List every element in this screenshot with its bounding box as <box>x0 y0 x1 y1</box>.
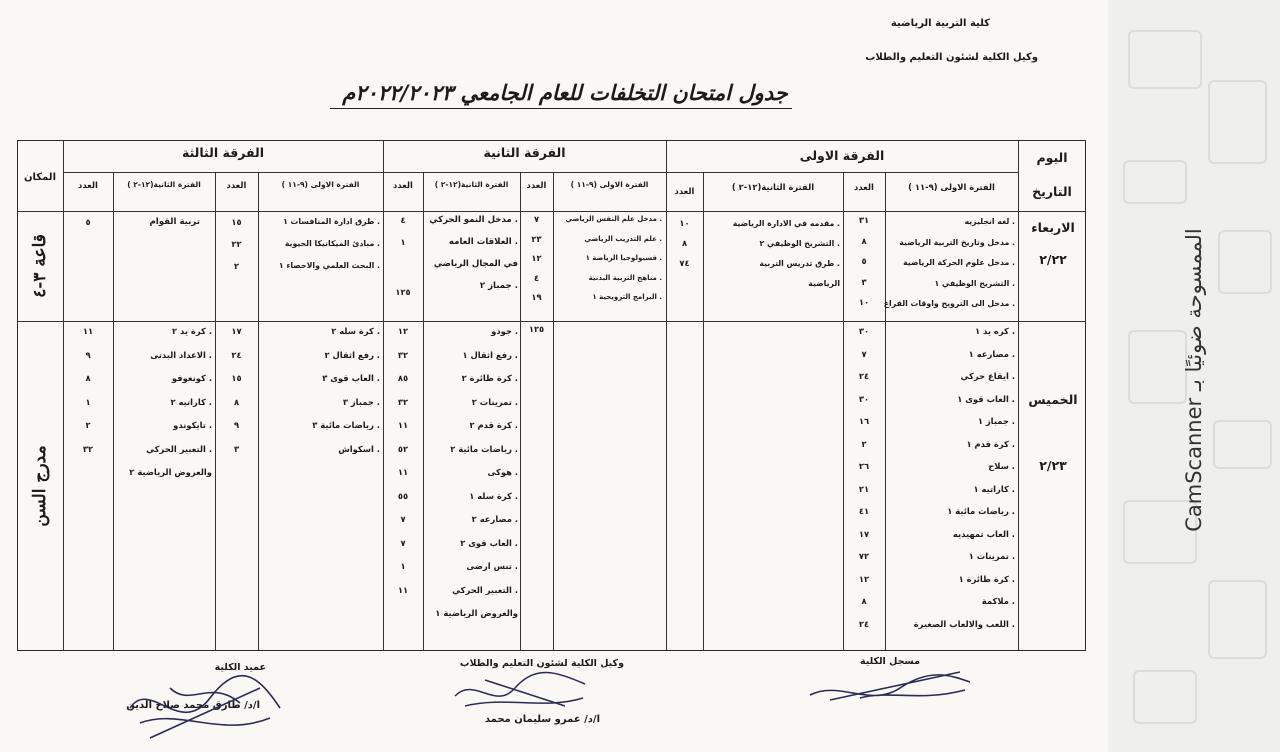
day1-y1-period2-subject: الرياضية <box>808 279 840 288</box>
day1-y2-period2-subject: . جمباز ٢ <box>479 281 518 291</box>
day2-y1-period1-count: ٨ <box>861 596 867 606</box>
day2-y3-period1-subject: . رفع اثقال ٢ <box>324 349 380 360</box>
day1-y1-period1-count: ٥ <box>861 256 867 266</box>
col-line <box>703 172 704 651</box>
day2-y1-period1-count: ١٧ <box>858 528 870 539</box>
col-line <box>553 172 554 651</box>
day2-y1-period1-subject: . سلاح <box>988 461 1015 471</box>
day1-date: ٢/٢٢ <box>1039 252 1067 267</box>
day2-y2-period2-subject: . رياضات مائية ٢ <box>450 443 518 454</box>
day2-y1-period1-subject: . كره يد ١ <box>974 326 1015 336</box>
day2-y3-period2-count: ٨ <box>85 373 91 383</box>
day2-y1-period1-subject: . كرة قدم ١ <box>966 438 1015 449</box>
col-line <box>113 172 114 651</box>
day1-y1-period2-count: ١٠ <box>679 218 690 228</box>
camscanner-watermark: الممسوحة ضوئيًا بـ CamScanner <box>1182 228 1206 532</box>
day2-y1-period1-subject: . العاب تمهيديه <box>952 528 1015 539</box>
day2-y2-period2-count: ٨٥ <box>397 373 409 383</box>
day2-y2-period2-subject: والعروض الرياضية ١ <box>435 608 518 618</box>
header-date: التاريخ <box>1032 184 1072 199</box>
day2-y1-period1-subject: . العاب قوى ١ <box>957 393 1015 404</box>
day1-y2-period1-count: ٤ <box>533 272 540 283</box>
day1-y2-period1-subject: . فسيولوجيا الرياضة ١ <box>585 254 662 262</box>
header-year1: الفرقة الاولى <box>799 148 885 163</box>
header-y1-count2: العدد <box>674 186 695 196</box>
day1-y2-period1-count: ٢٣ <box>531 233 542 244</box>
day1-y2-period2-count: ٤ <box>400 215 406 225</box>
day2-y1-period1-count: ١٢ <box>858 573 870 584</box>
day1-y2-period2-count: ١٢٥ <box>395 287 411 297</box>
day2-y2-period2-count: ١١ <box>397 584 409 595</box>
day2-y2-period2-subject: . العاب قوى ٢ <box>460 537 518 548</box>
day2-y2-period2-count: ١١ <box>397 467 409 477</box>
day1-y1-period2-subject: . طرق تدريس التربية <box>759 259 840 268</box>
header-y2-count2: العدد <box>393 180 413 190</box>
dean-title: عميد الكلية <box>214 662 266 673</box>
header-year2: الفرقة الثانية <box>483 145 566 160</box>
day1-y2-period1-subject: . علم التدريب الرياضي <box>584 234 662 243</box>
day1-y3-period1-subject: . طرق ادارة المنافسات ١ <box>283 217 380 226</box>
day1-y2-period2-subject: . العلاقات العامه <box>448 237 518 247</box>
day1-y3-period1-count: ١٥ <box>231 217 242 227</box>
day1-y2-period1-subject: . البرامج الترويحية ١ <box>592 293 662 301</box>
day2-y3-period2-count: ٣٢ <box>82 443 94 454</box>
day2-y3-period1-count: ٨ <box>233 396 240 407</box>
day2-y2-period2-subject: . تنس ارضى <box>466 561 518 571</box>
day2-y3-period1-count: ٩ <box>233 420 240 430</box>
day2-y2-period1-count: ١٢٥ <box>528 324 545 334</box>
vice-dean-signature-icon <box>445 666 595 716</box>
registrar-title: مسجل الكلية <box>859 656 920 667</box>
day2-y1-period1-count: ٣٠ <box>858 326 870 336</box>
day2-y3-period1-subject: . العاب قوى ٣ <box>322 373 380 383</box>
day2-y1-period1-subject: . جمباز ١ <box>977 416 1015 426</box>
col-line <box>1018 140 1019 651</box>
day1-y1-period1-subject: . مدخل علوم الحركة الرياضية <box>903 258 1015 267</box>
day2-place: مدرج السن <box>30 445 50 527</box>
day2-y3-period1-subject: . كرة سله ٢ <box>331 326 380 336</box>
day2-y3-period2-subject: . كونغوفو <box>171 373 212 383</box>
col-line <box>885 172 886 651</box>
day2-y2-period2-count: ٥٢ <box>397 443 409 454</box>
day1-day: الاربعاء <box>1031 220 1075 235</box>
day2-y1-period1-subject: . اللعب والالعاب الصغيرة <box>913 618 1015 629</box>
row-line <box>63 172 1018 173</box>
day2-y1-period1-count: ٢٤ <box>858 618 870 629</box>
vice-dean-name: ا/د/ عمرو سليمان محمد <box>484 714 600 725</box>
day2-date: ٢/٢٣ <box>1039 458 1067 473</box>
day1-y1-period2-subject: . التشريح الوظيفي ٢ <box>759 239 840 248</box>
day2-y2-period2-subject: . مصارعه ٢ <box>471 514 518 524</box>
day2-y1-period1-count: ١٦ <box>858 416 870 426</box>
header-y1-period2: الفترة الثانية(١٢-٢ ) <box>731 182 815 192</box>
day2-y2-period2-count: ٣٢ <box>397 349 409 360</box>
day2-y1-period1-subject: . كاراتيه ١ <box>973 483 1015 494</box>
day1-y1-period1-count: ٣ <box>861 276 867 287</box>
day2-y1-period1-count: ٢٦ <box>858 461 870 471</box>
day2-y2-period2-subject: . كرة قدم ٢ <box>469 420 518 430</box>
header-y3-count2: العدد <box>78 180 98 190</box>
day1-y2-period1-count: ١٢ <box>531 253 542 263</box>
day2-y3-period2-count: ٩ <box>85 349 91 360</box>
day2-y3-period1-count: ١٧ <box>231 326 242 336</box>
day2-y2-period2-subject: . التعبير الحركي <box>452 584 518 595</box>
day2-y2-period2-subject: . تمرينات ٢ <box>471 396 518 407</box>
day2-y3-period2-subject: . كاراتيه ٢ <box>170 396 212 407</box>
vice-dean-title: وكيل الكلية لشئون التعليم والطلاب <box>459 658 624 669</box>
day1-y3-period1-subject: . البحث العلمي والاحصاء ١ <box>278 261 380 270</box>
day1-y3-period2-count: ٥ <box>85 217 91 227</box>
day1-y3-period1-count: ٢٢ <box>231 239 242 249</box>
day2-y3-period2-count: ٢ <box>85 420 91 430</box>
day2-y2-period2-count: ١٢ <box>397 326 409 336</box>
day2-y3-period2-subject: . التعبير الحركي <box>146 443 212 454</box>
day1-y2-period1-subject: . مناهج التربية البدنية <box>588 273 662 282</box>
day2-y1-period1-subject: . ايقاع حركي <box>960 371 1015 381</box>
day1-y1-period2-count: ٨ <box>681 238 688 248</box>
day2-y1-period1-count: ٢٤ <box>858 371 870 381</box>
day2-y3-period1-subject: . رياضات مائية ٣ <box>312 420 380 430</box>
day1-y3-period1-subject: . مبادئ الميكانيكا الحيوية <box>284 239 380 248</box>
day2-y3-period2-subject: . كرة يد ٢ <box>171 326 212 336</box>
day1-y1-period1-count: ٨ <box>861 235 867 246</box>
day1-y2-period1-subject: . مدخل علم النفس الرياضي <box>565 215 662 223</box>
header-y2-period1: الفترة الاولى (٩-١١ ) <box>570 180 649 189</box>
day2-y3-period2-count: ١١ <box>82 326 94 336</box>
day2-y2-period2-count: ٧ <box>400 537 406 548</box>
header-y3-period1: الفترة الاولى (٩-١١ ) <box>281 180 360 189</box>
day2-y2-period2-count: ١١ <box>397 420 409 430</box>
title-underline <box>330 108 792 109</box>
day1-place: قاعة ٣-٤ <box>30 234 50 298</box>
header-y2-period2: الفترة الثانية(١٢-٢ ) <box>434 180 509 189</box>
day2-y3-period1-count: ١٥ <box>231 373 242 383</box>
day2-y3-period2-count: ١ <box>85 396 91 407</box>
day2-y2-period2-subject: . هوكى <box>487 467 518 477</box>
header-place: المكان <box>24 172 56 183</box>
col-line <box>666 140 667 651</box>
header-day: اليوم <box>1036 150 1068 165</box>
day2-y2-period2-subject: . رفع اثقال ١ <box>462 349 518 360</box>
day2-y2-period2-subject: . كرة طائرة ٢ <box>461 373 518 383</box>
day2-y1-period1-subject: . ملاكمة <box>981 596 1015 606</box>
day2-y1-period1-subject: . تمرينات ١ <box>968 551 1015 561</box>
day1-y3-period1-count: ٢ <box>233 261 240 271</box>
day2-y1-period1-subject: . كرة طائرة ١ <box>958 573 1015 584</box>
day2-y3-period1-subject: . جمباز ٣ <box>342 396 380 407</box>
day1-y2-period2-subject: . مدخل النمو الحركي <box>429 215 518 225</box>
header-year3: الفرقة الثالثة <box>181 145 265 160</box>
day2-y1-period1-count: ٤١ <box>858 506 870 516</box>
day1-y2-period1-count: ١٩ <box>531 292 542 302</box>
day1-y1-period2-count: ٧٤ <box>679 258 690 268</box>
col-line <box>423 172 424 651</box>
day1-y1-period1-subject: . مدخل الى الترويح واوقات الفراغ <box>883 299 1015 308</box>
college-name: كلية التربية الرياضية <box>890 18 990 29</box>
day1-y1-period2-subject: . مقدمه في الادارة الرياضية <box>732 219 840 228</box>
day2-y1-period1-count: ٣٠ <box>858 393 870 404</box>
day2-y2-period2-subject: . كرة سله ١ <box>469 490 518 501</box>
col-line <box>258 172 259 651</box>
day2-y1-period1-subject: . مصارعه ١ <box>968 348 1015 359</box>
day2-y3-period2-subject: . الاعداد البدنى <box>150 349 212 360</box>
registrar-signature-icon <box>800 660 980 710</box>
day1-y1-period1-subject: . لغه انجليزيه <box>964 217 1015 226</box>
row-line <box>17 321 1086 322</box>
day1-y1-period1-count: ١٠ <box>858 297 870 307</box>
day2-y2-period2-count: ٣٢ <box>397 396 409 407</box>
day1-y2-period1-count: ٧ <box>533 214 540 224</box>
day2-y3-period2-subject: . تايكوندو <box>173 420 212 430</box>
day2-y2-period2-count: ٧ <box>400 514 406 524</box>
day2-y1-period1-subject: . رياضات مائية ١ <box>947 506 1015 516</box>
day2-y2-period2-count: ٥٥ <box>397 490 409 501</box>
day2-y3-period1-subject: . اسكواش <box>338 443 380 454</box>
day2-y3-period2-subject: والعروض الرياضية ٢ <box>129 467 212 477</box>
day2-y3-period1-count: ٢٤ <box>231 349 242 360</box>
day2-y1-period1-count: ٧٢ <box>858 551 870 561</box>
dean-signature-icon <box>120 668 290 748</box>
day2-y3-period1-count: ٣ <box>233 443 240 454</box>
day1-y1-period1-count: ٣١ <box>858 215 870 225</box>
day1-y2-period2-count: ١ <box>400 237 406 247</box>
header-y3-count1: العدد <box>226 180 247 190</box>
day2-y1-period1-count: ٢ <box>861 438 867 449</box>
header-y1-count1: العدد <box>854 182 874 192</box>
row-line <box>17 211 1086 212</box>
header-y3-period2: الفترة الثانية(١٢-٢ ) <box>127 180 201 189</box>
day2-y1-period1-count: ٧ <box>861 348 867 359</box>
day2-day: الخميس <box>1028 392 1078 407</box>
day2-y2-period2-subject: . جودو <box>491 326 518 336</box>
header-y2-count1: العدد <box>526 180 547 190</box>
day2-y2-period2-count: ١ <box>400 561 406 571</box>
day1-y3-period2-subject: تربية القوام <box>149 217 200 227</box>
day2-y1-period1-count: ٢١ <box>858 483 870 494</box>
day1-y1-period1-subject: . مدخل وتاريخ التربية الرياضية <box>899 237 1015 247</box>
header-y1-period1: الفترة الاولى (٩-١١ ) <box>908 182 995 192</box>
dean-name: ا/د/ طارق محمد صلاح الدين <box>126 700 260 711</box>
day1-y2-period2-subject: في المجال الرياضي <box>433 259 518 269</box>
col-line <box>520 172 521 651</box>
document-title: جدول امتحان التخلفات للعام الجامعي ٢٠٢٢/٢٠٢٣م <box>342 80 788 105</box>
vice-dean-header: وكيل الكلية لشئون التعليم والطلاب <box>865 52 1038 63</box>
day1-y1-period1-subject: . التشريح الوظيفي ١ <box>934 278 1015 288</box>
